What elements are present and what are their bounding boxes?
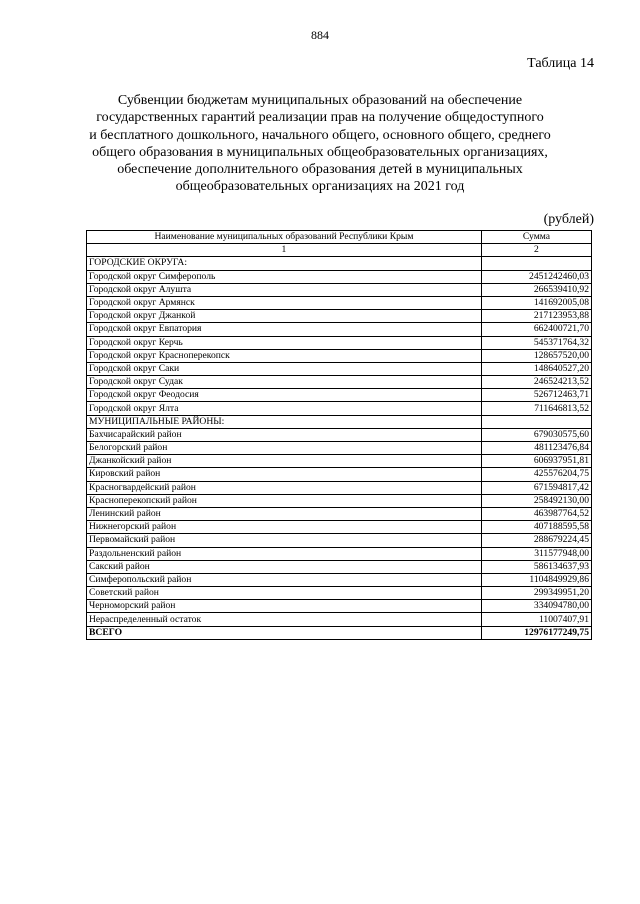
municipality-name: Красногвардейский район xyxy=(87,481,482,494)
amount: 2451242460,03 xyxy=(481,270,591,283)
table-row xyxy=(87,310,592,323)
municipality-name: Красноперекопский район xyxy=(87,494,482,507)
table-row xyxy=(87,283,592,296)
title-line: обеспечение дополнительного образования детей в муниципальных xyxy=(117,162,523,178)
amount: 217123953,88 xyxy=(481,310,591,323)
amount xyxy=(481,415,591,428)
table-row xyxy=(87,587,592,600)
table-row xyxy=(87,442,592,455)
municipality-name: Кировский район xyxy=(87,468,482,481)
municipality-name: ГОРОДСКИЕ ОКРУГА: xyxy=(87,257,482,270)
table-row xyxy=(87,296,592,309)
municipality-name: Джанкойский район xyxy=(87,455,482,468)
table-row xyxy=(87,507,592,520)
amount: 606937951,81 xyxy=(481,455,591,468)
municipality-name: Бахчисарайский район xyxy=(87,428,482,441)
total-amount: 12976177249,75 xyxy=(481,626,591,639)
title-line: и бесплатного дошкольного, начального общего, основного общего, среднего xyxy=(89,127,551,143)
amount: 407188595,58 xyxy=(481,521,591,534)
amount: 299349951,20 xyxy=(481,587,591,600)
municipality-name: Городской округ Евпатория xyxy=(87,323,482,336)
table-row xyxy=(87,362,592,375)
municipality-name: Городской округ Феодосия xyxy=(87,389,482,402)
column-number: 1 xyxy=(87,244,482,257)
amount: 148640527,20 xyxy=(481,362,591,375)
municipality-name: Нижнегорский район xyxy=(87,521,482,534)
table-row xyxy=(87,428,592,441)
table-row xyxy=(87,415,592,428)
title-line: государственных гарантий реализации прав на получение общедоступного xyxy=(96,110,544,126)
table-row xyxy=(87,547,592,560)
municipality-name: Городской округ Ялта xyxy=(87,402,482,415)
municipality-name: Городской округ Алушта xyxy=(87,283,482,296)
municipality-name: Ленинский район xyxy=(87,507,482,520)
amount: 246524213,52 xyxy=(481,376,591,389)
document-title xyxy=(70,92,570,196)
municipality-name: Раздольненский район xyxy=(87,547,482,560)
municipality-name: Городской округ Саки xyxy=(87,362,482,375)
municipality-name: Городской округ Армянск xyxy=(87,296,482,309)
municipality-name: Городской округ Джанкой xyxy=(87,310,482,323)
table-row xyxy=(87,349,592,362)
amount: 481123476,84 xyxy=(481,442,591,455)
municipality-name: Городской округ Судак xyxy=(87,376,482,389)
title-line: общеобразовательных организациях на 2021 год xyxy=(175,179,465,195)
total-label: ВСЕГО xyxy=(87,626,482,639)
amount: 334094780,00 xyxy=(481,600,591,613)
municipality-name: Городской округ Симферополь xyxy=(87,270,482,283)
table-row xyxy=(87,402,592,415)
table-row xyxy=(87,323,592,336)
amount: 671594817,42 xyxy=(481,481,591,494)
municipality-name: Белогорский район xyxy=(87,442,482,455)
title-line: Субвенции бюджетам муниципальных образований на обеспечение xyxy=(117,93,523,108)
amount: 545371764,32 xyxy=(481,336,591,349)
table-row xyxy=(87,600,592,613)
municipality-name: МУНИЦИПАЛЬНЫЕ РАЙОНЫ: xyxy=(87,415,482,428)
table-row xyxy=(87,376,592,389)
amount: 586134637,93 xyxy=(481,560,591,573)
municipality-name: Советский район xyxy=(87,587,482,600)
table-row xyxy=(87,494,592,507)
table-row xyxy=(87,613,592,626)
amount: 266539410,92 xyxy=(481,283,591,296)
amount: 311577948,00 xyxy=(481,547,591,560)
municipality-name: Симферопольский район xyxy=(87,573,482,586)
amount: 11007407,91 xyxy=(481,613,591,626)
page-number: 884 xyxy=(311,28,329,42)
table-row xyxy=(87,270,592,283)
amount: 425576204,75 xyxy=(481,468,591,481)
table-row xyxy=(87,336,592,349)
municipality-name: Городской округ Керчь xyxy=(87,336,482,349)
table-row xyxy=(87,257,592,270)
column-header-name: Наименование муниципальных образований Республики Крым xyxy=(87,231,482,244)
municipality-name: Городской округ Красноперекопск xyxy=(87,349,482,362)
municipality-name: Сакский район xyxy=(87,560,482,573)
units-label: (рублей) xyxy=(543,212,594,227)
amount: 141692005,08 xyxy=(481,296,591,309)
amount: 288679224,45 xyxy=(481,534,591,547)
title-line: общего образования в муниципальных общеобразовательных организациях, xyxy=(92,144,548,160)
amount: 679030575,60 xyxy=(481,428,591,441)
municipality-name: Черноморский район xyxy=(87,600,482,613)
table-total-row xyxy=(87,626,592,639)
table-row xyxy=(87,468,592,481)
table-row xyxy=(87,455,592,468)
amount xyxy=(481,257,591,270)
table-row xyxy=(87,534,592,547)
amount: 128657520,00 xyxy=(481,349,591,362)
subventions-table xyxy=(86,230,592,640)
table-row xyxy=(87,573,592,586)
amount: 662400721,70 xyxy=(481,323,591,336)
amount: 1104849929,86 xyxy=(481,573,591,586)
column-number-row xyxy=(87,244,592,257)
amount: 258492130,00 xyxy=(481,494,591,507)
table-row xyxy=(87,560,592,573)
amount: 711646813,52 xyxy=(481,402,591,415)
amount: 526712463,71 xyxy=(481,389,591,402)
municipality-name: Первомайский район xyxy=(87,534,482,547)
table-row xyxy=(87,389,592,402)
municipality-name: Нераспределенный остаток xyxy=(87,613,482,626)
column-number: 2 xyxy=(481,244,591,257)
table-header-row xyxy=(87,231,592,244)
table-row xyxy=(87,521,592,534)
table-label: Таблица 14 xyxy=(527,56,594,71)
column-header-sum: Сумма xyxy=(481,231,591,244)
table-row xyxy=(87,481,592,494)
amount: 463987764,52 xyxy=(481,507,591,520)
